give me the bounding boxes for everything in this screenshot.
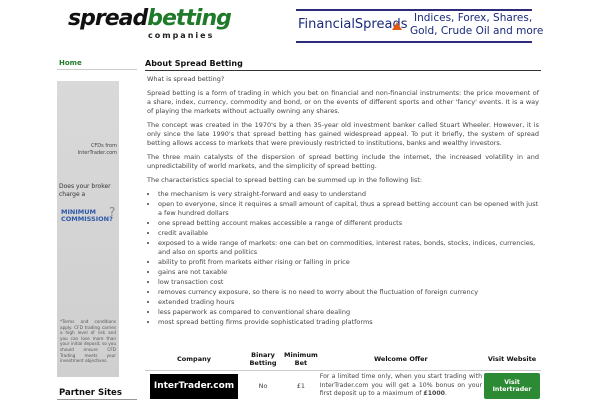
logo-subtitle: companies xyxy=(148,31,214,40)
site-header xyxy=(0,0,600,50)
company-cell xyxy=(145,371,243,401)
ad-charge-text: Does your broker charge a xyxy=(59,183,119,199)
intertrader-logo[interactable]: InterTrader.com xyxy=(150,374,238,399)
list-item: • ability to profit from markets either rising or falling in price xyxy=(158,258,539,267)
paragraph-2: The concept was created in the 1970's by a then 35-year old investment banker called Stuart Wheeler. However, it is only since the late 1990's that spread betting has gained widespread appeal. To put it briefly, the system of spread betting allows access to markets that were previously restricted to institutions, banks and wealthy investors. xyxy=(147,121,539,148)
list-item: • open to everyone, since it requires a small amount of capital, thus a spread betting account can be opened with just a few hundred dollars xyxy=(158,200,539,218)
characteristics-list xyxy=(147,190,539,327)
list-item: • exposed to a wide range of markets: one can bet on commodities, interest rates, bonds, stocks, indices, currencies, and also on sports and politics xyxy=(158,239,539,257)
intertrader-sidebar-ad[interactable] xyxy=(57,81,119,377)
banner-tagline-line1: Indices, Forex, Shares, xyxy=(414,12,532,24)
list-item: • removes currency exposure, so there is no need to worry about the fluctuation of foreign currency xyxy=(158,288,539,297)
banner-brand: FinancialSpreads xyxy=(298,17,407,32)
col-visit: Visit Website xyxy=(483,348,541,371)
offer-cell xyxy=(319,371,483,401)
financialspreads-banner-ad[interactable] xyxy=(296,9,532,43)
left-sidebar xyxy=(57,57,137,400)
sidebar-divider xyxy=(57,69,137,70)
offer-amount: £1000 xyxy=(423,390,445,397)
ad-terms-text: *Terms and conditions apply. CFD trading carries a high level of risk and you can lose more than your initial deposit, so you should ensure CFD Trading meets your investment objectives. xyxy=(60,319,116,364)
table-header-row xyxy=(145,348,541,371)
col-offer: Welcome Offer xyxy=(319,348,483,371)
list-item: • low transaction cost xyxy=(158,278,539,287)
main-content xyxy=(145,57,541,400)
list-item: • gains are not taxable xyxy=(158,268,539,277)
partner-sites-heading: Partner Sites xyxy=(59,388,122,398)
paragraph-4: The characteristics special to spread betting can be summed up in the following list: xyxy=(147,176,539,185)
intro-question: What is spread betting? xyxy=(147,75,539,84)
minimum-cell: £1 xyxy=(283,371,319,401)
binary-cell: No xyxy=(243,371,283,401)
list-item: • one spread betting account makes accessible a range of different products xyxy=(158,219,539,228)
paragraph-1: Spread betting is a form of trading in which you bet on financial and non-financial instruments: the price movement of a share, index, currency, commodity and bond, or on the events of different sports and other 'fancy' events. It is a way of playing the markets without actually owning any shares. xyxy=(147,89,539,116)
broker-comparison-table xyxy=(145,348,541,401)
offer-text: For a limited time only, when you start trading with InterTrader.com you will get a 10% bonus on your first deposit up to a maximum of xyxy=(320,373,482,397)
list-item: • most spread betting firms provide sophisticated trading platforms xyxy=(158,318,539,327)
nav-home-link[interactable]: Home xyxy=(59,59,82,67)
offer-suffix: . xyxy=(445,390,447,397)
col-company: Company xyxy=(145,348,243,371)
list-item: • the mechanism is very straight-forward and easy to understand xyxy=(158,190,539,199)
col-binary: Binary Betting xyxy=(243,348,283,371)
page-title: About Spread Betting xyxy=(145,59,243,68)
site-logo[interactable] xyxy=(68,7,233,45)
visit-cell xyxy=(483,371,541,401)
col-minimum: Minimum Bet xyxy=(283,348,319,371)
article-body xyxy=(147,75,539,328)
visit-intertrader-button[interactable]: Visit Intertrader xyxy=(484,373,540,399)
paragraph-3: The three main catalysts of the dispersion of spread betting include the internet, the increased volatility in and unpredictability of world markets, and the simplicity of spread betting. xyxy=(147,153,539,171)
banner-tagline-line2: Gold, Crude Oil and more xyxy=(410,25,543,37)
table-row xyxy=(145,371,541,401)
logo-wordmark: spreadbetting xyxy=(68,7,231,31)
ad-minimum-commission-text: MINIMUM COMMISSION? xyxy=(61,209,119,223)
title-divider xyxy=(145,70,541,71)
banner-triangle-icon xyxy=(392,22,402,30)
list-item: • less paperwork as compared to conventional share dealing xyxy=(158,308,539,317)
ad-cfd-text: CFDs from InterTrader.com xyxy=(61,143,117,157)
list-item: • extended trading hours xyxy=(158,298,539,307)
list-item: • credit available xyxy=(158,229,539,238)
ad-question-mark: ? xyxy=(109,205,115,219)
